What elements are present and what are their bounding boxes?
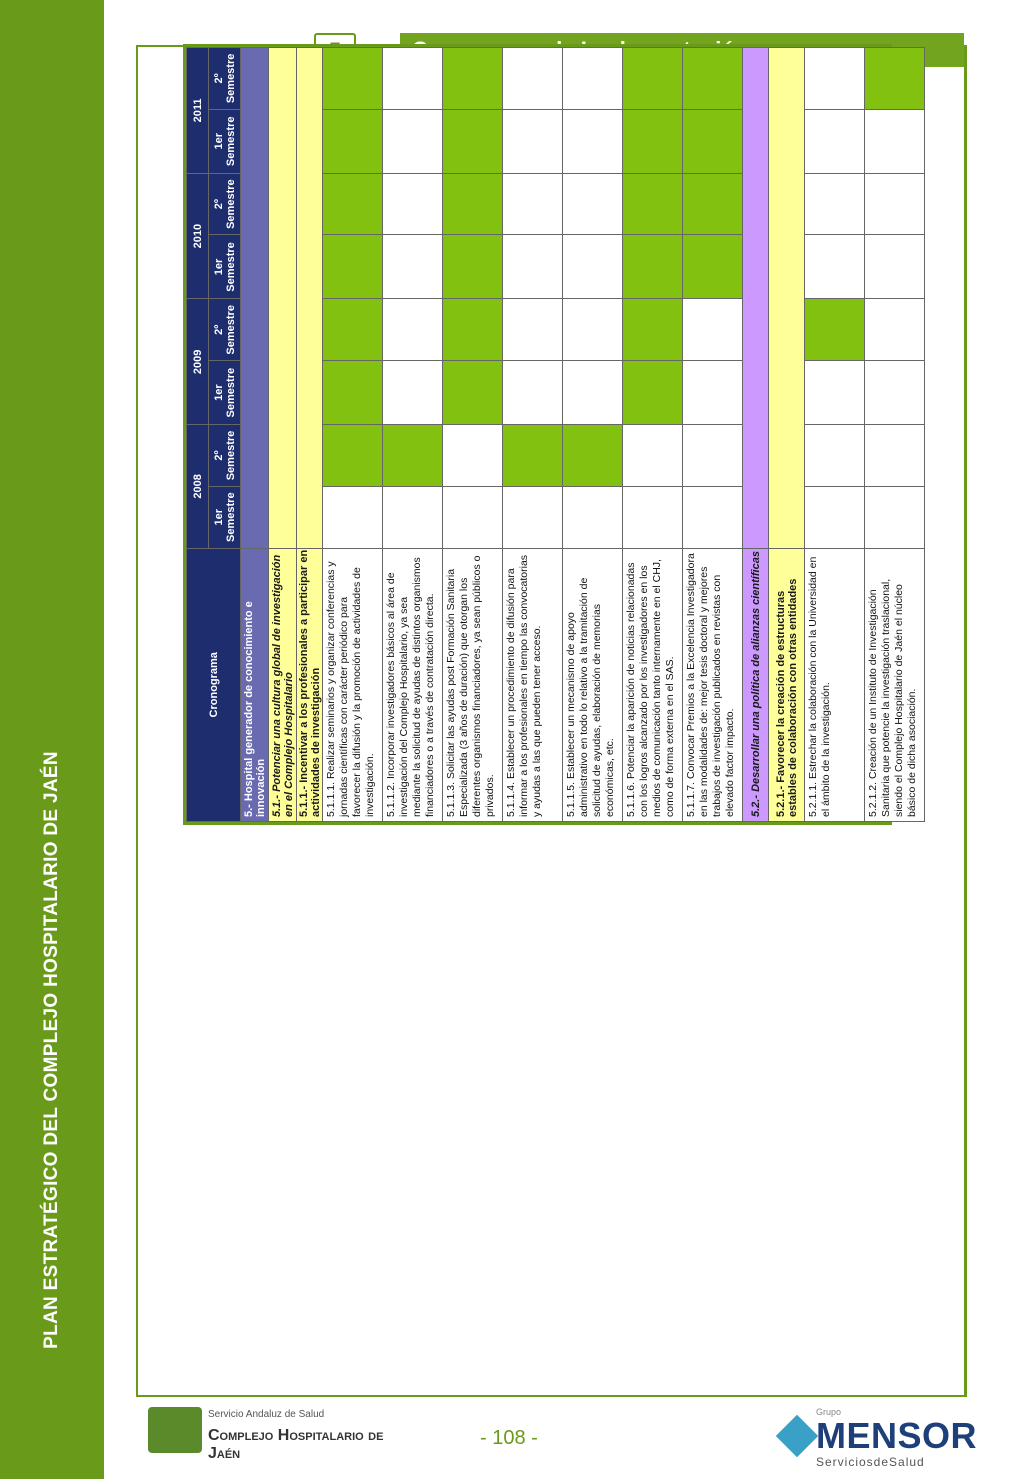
schedule-cell	[563, 173, 623, 235]
schedule-cell	[805, 48, 865, 110]
header-cronograma: Cronograma	[187, 548, 241, 821]
task-description: 5.1.1.4. Establecer un procedimiento de difusión para informar a los profesionales en tiempo las convocatorias y ayudas a las que pueden tener acceso.	[503, 548, 563, 821]
subsection-heading: 5.2.- Desarrollar una política de alianzas científicas	[743, 548, 769, 821]
table-row	[563, 48, 623, 822]
logo-right-name: MENSOR	[816, 1415, 978, 1456]
objective-heading: 5.2.1.- Favorecer la creación de estructuras estables de colaboración con otras entidades	[769, 548, 805, 821]
semester-header: 1er Semestre	[209, 109, 241, 173]
schedule-bar	[323, 235, 383, 299]
schedule-cell	[383, 48, 443, 110]
objective-heading: 5.1.1.- Incentivar a los profesionales a participar en actividades de investigación	[297, 548, 323, 821]
schedule-bar	[443, 109, 503, 173]
schedule-bar	[683, 173, 743, 235]
schedule-bar	[443, 235, 503, 299]
schedule-cell	[563, 486, 623, 548]
schedule-bar	[623, 173, 683, 235]
schedule-cell	[383, 109, 443, 173]
schedule-cell	[383, 173, 443, 235]
sas-logo	[148, 1407, 398, 1462]
schedule-cell	[563, 48, 623, 110]
schedule-table-container	[183, 44, 919, 825]
schedule-cell	[805, 425, 865, 487]
schedule-cell	[323, 486, 383, 548]
schedule-bar	[623, 299, 683, 361]
schedule-cell	[503, 361, 563, 425]
schedule-cell	[805, 361, 865, 425]
schedule-cell	[683, 361, 743, 425]
schedule-cell	[563, 109, 623, 173]
schedule-cell	[865, 425, 925, 487]
year-2008: 2008	[187, 425, 209, 548]
semester-header: 1er Semestre	[209, 361, 241, 425]
schedule-cell	[563, 299, 623, 361]
schedule-bar	[443, 48, 503, 110]
schedule-bar	[323, 109, 383, 173]
page-number: - 108 -	[480, 1427, 538, 1449]
schedule-cell	[683, 486, 743, 548]
schedule-bar	[323, 361, 383, 425]
table-row	[805, 48, 865, 822]
logo-left-line1: Servicio Andaluz de Salud	[208, 1409, 325, 1420]
schedule-cell	[383, 361, 443, 425]
year-2010: 2010	[187, 173, 209, 299]
semester-header: 1er Semestre	[209, 486, 241, 548]
table-row	[623, 48, 683, 822]
schedule-bar	[683, 109, 743, 173]
schedule-bar	[623, 361, 683, 425]
schedule-table	[186, 47, 925, 822]
semester-header: 2º Semestre	[209, 48, 241, 110]
task-description: 5.1.1.2. Incorporar investigadores básicos al área de investigación del Complejo Hospitalario, ya sea mediante la solicitud de ayudas de distintos organismos financiadores o a través de contratación directa.	[383, 548, 443, 821]
schedule-cell	[623, 486, 683, 548]
schedule-bar	[323, 173, 383, 235]
schedule-cell	[865, 173, 925, 235]
schedule-bar	[443, 299, 503, 361]
logo-right-group: Grupo	[816, 1407, 842, 1417]
schedule-bar	[503, 425, 563, 487]
semester-header: 2º Semestre	[209, 299, 241, 361]
schedule-cell	[683, 425, 743, 487]
schedule-cell	[805, 486, 865, 548]
schedule-cell	[563, 361, 623, 425]
schedule-bar	[383, 425, 443, 487]
schedule-bar	[623, 235, 683, 299]
schedule-bar	[323, 425, 383, 487]
schedule-bar	[323, 48, 383, 110]
schedule-cell	[383, 486, 443, 548]
schedule-cell	[383, 235, 443, 299]
schedule-cell	[503, 486, 563, 548]
schedule-cell	[443, 486, 503, 548]
table-row	[383, 48, 443, 822]
schedule-bar	[683, 235, 743, 299]
schedule-bar	[443, 173, 503, 235]
schedule-cell	[503, 48, 563, 110]
schedule-cell	[383, 299, 443, 361]
task-description: 5.2.1.2. Creación de un Instituto de Investigación Sanitaria que potencie la investigación traslacional, siendo el Complejo Hospitalario de Jaén el núcleo básico de dicha asociación.	[865, 548, 925, 821]
table-row	[503, 48, 563, 822]
schedule-cell	[503, 299, 563, 361]
document-title: PLAN ESTRATÉGICO DEL COMPLEJO HOSPITALARIO DE JAÉN	[41, 751, 62, 1349]
task-description: 5.1.1.3. Solicitar las ayudas post Formación Sanitaria Especializada (3 años de duración) que otorgan los diferentes organismos financiadores, ya sean públicos o privados.	[443, 548, 503, 821]
section-heading: 5.- Hospital generador de conocimiento e innovación	[241, 548, 269, 821]
task-description: 5.1.1.7. Convocar Premios a la Excelencia Investigadora en las modalidades de: mejor tesis doctoral y mejores trabajos de investigación publicados en revistas con elevado factor impacto.	[683, 548, 743, 821]
table-row	[323, 48, 383, 822]
table-row	[683, 48, 743, 822]
schedule-cell	[805, 235, 865, 299]
schedule-bar	[683, 48, 743, 110]
schedule-cell	[563, 235, 623, 299]
task-group-5-2-1	[805, 48, 925, 822]
schedule-cell	[503, 173, 563, 235]
task-description: 5.1.1.6. Potenciar la aparición de noticias relacionadas con los logros alcanzado por los investigadores en los medios de comunicación tanto internamente en el CHJ, como de forma externa en el SAS.	[623, 548, 683, 821]
mensor-logo	[782, 1407, 978, 1469]
logo-left-line2: Complejo Hospitalario de Jaén	[208, 1427, 384, 1462]
semester-header: 2º Semestre	[209, 173, 241, 235]
schedule-cell	[865, 299, 925, 361]
schedule-cell	[865, 486, 925, 548]
semester-header: 2º Semestre	[209, 425, 241, 487]
semester-header: 1er Semestre	[209, 235, 241, 299]
table-row	[443, 48, 503, 822]
schedule-cell	[503, 235, 563, 299]
schedule-cell	[865, 235, 925, 299]
schedule-bar	[443, 361, 503, 425]
subsection-heading: 5.1.- Potenciar una cultura global de investigación en el Complejo Hospitalario	[269, 548, 297, 821]
task-description: 5.1.1.5. Establecer un mecanismo de apoyo administrativo en todo lo relativo a la tramitación de solicitud de ayudas, elaboración de memorias económicas, etc.	[563, 548, 623, 821]
schedule-cell	[623, 425, 683, 487]
year-2009: 2009	[187, 299, 209, 425]
schedule-cell	[503, 109, 563, 173]
mensor-mark-icon	[776, 1415, 818, 1457]
task-group-5-1-1	[323, 48, 743, 822]
schedule-cell	[683, 299, 743, 361]
table-row	[865, 48, 925, 822]
year-2011: 2011	[187, 48, 209, 174]
schedule-bar	[623, 109, 683, 173]
schedule-bar	[865, 48, 925, 110]
schedule-cell	[865, 361, 925, 425]
sidebar	[0, 0, 104, 1479]
junta-emblem-icon	[148, 1407, 202, 1453]
schedule-cell	[865, 109, 925, 173]
schedule-bar	[623, 48, 683, 110]
schedule-bar	[563, 425, 623, 487]
task-description: 5.1.1.1. Realizar seminarios y organizar conferencias y jornadas científicas con carácter periódico para favorecer la difusión y la promoción de actividades de investigación.	[323, 548, 383, 821]
logo-right-sub: ServiciosdeSalud	[816, 1455, 925, 1469]
schedule-bar	[323, 299, 383, 361]
schedule-cell	[805, 109, 865, 173]
schedule-bar	[805, 299, 865, 361]
schedule-cell	[443, 425, 503, 487]
schedule-cell	[805, 173, 865, 235]
task-description: 5.2.1.1. Estrechar la colaboración con la Universidad en el ámbito de la investigación.	[805, 548, 865, 821]
